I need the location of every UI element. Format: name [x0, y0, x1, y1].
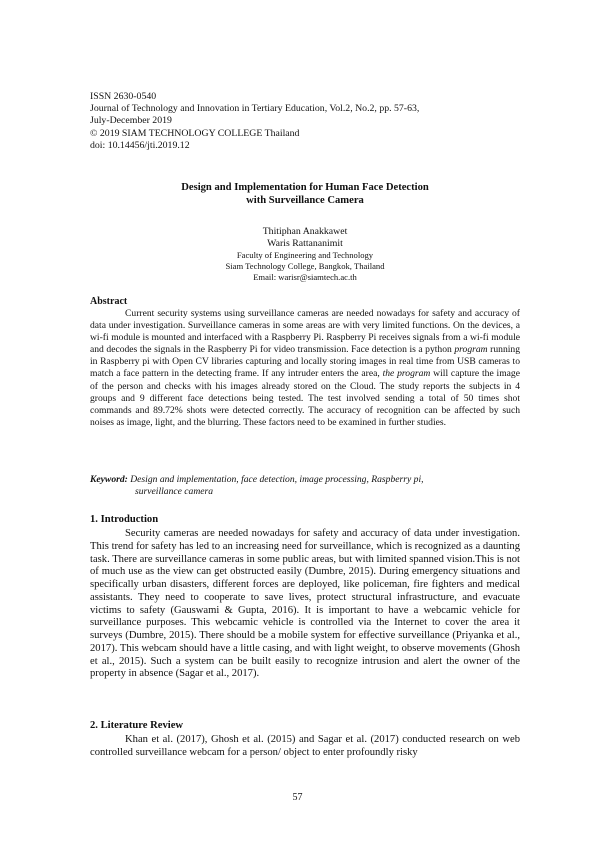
abstract-heading: Abstract: [90, 296, 128, 307]
copyright: © 2019 SIAM TECHNOLOGY COLLEGE Thailand: [90, 127, 300, 139]
abstract-emphasis-1: program: [454, 344, 488, 356]
journal-citation: Journal of Technology and Innovation in Tertiary Education, Vol.2, No.2, pp. 57-63,: [90, 103, 420, 115]
title-line-1: Design and Implementation for Human Face Detection: [181, 182, 429, 193]
page-number: 57: [292, 792, 303, 803]
publication-date: July-December 2019: [90, 115, 172, 127]
abstract-text-3: will capture the image of the person and checks with his images already stored on the Cloud. The study reports the subjects in 4 groups and 9 different face detections being tested. The test involved sending a total of 50 times shot commands and 89.72% shots were detected correctly. The accuracy of recognition can be affected by such noises as image, light, and the blurring. These factors need to be examined in further studies.: [90, 368, 520, 428]
author-1: Thitiphan Anakkawet: [262, 226, 348, 237]
paper-title: [90, 181, 520, 207]
issn: ISSN 2630-0540: [90, 91, 157, 102]
affiliation-faculty: Faculty of Engineering and Technology: [236, 250, 374, 260]
keywords: [90, 474, 520, 498]
title-line-2: with Surveillance Camera: [246, 195, 364, 206]
abstract-emphasis-2: the program: [382, 368, 431, 380]
keywords-label: Keyword:: [90, 474, 128, 485]
author-block: [90, 226, 520, 283]
introduction-body: Security cameras are needed nowadays for safety and accuracy of data under investigation. This trend for safety has led to an increasing need for surveillance, which is recognized as a daunting task. There are surveillance cameras in some public areas, but with limited spanned vision.This is not of much use as the view can get obstructed easily (Dumbre, 2015). During emergency situations and specifically urban disasters, different forces are deployed, like policeman, fire fighters and medical assistants. They need to cooperate to save lives, protect structural infrastructure, and evacuate victims to safety (Gauswami & Gupta, 2016). It is important to have a webcamic vehicle for surveillance purposes. This webcamic vehicle is controlled via the Internet to cover the area it surveys (Dumbre, 2015). There should be a mobile system for effective surveillance (Priyanka et al., 2017). This webcam should have a little casing, and with light weight, to observe movements (Ghosh et al., 2015). Such a system can be built easily to recognize intrusion and alert the owner of the property in absence (Sagar et al., 2017).: [90, 528, 520, 680]
affiliation-college: Siam Technology College, Bangkok, Thailand: [225, 261, 385, 271]
author-2: Waris Rattananimit: [267, 238, 343, 249]
keywords-line-2: surveillance camera: [135, 486, 214, 497]
literature-heading: 2. Literature Review: [90, 720, 184, 731]
abstract-text-1: Current security systems using surveillance cameras are needed nowadays for safety and accuracy of data under investigation. Surveillance cameras in some areas are with very limited functions. On the devices, a wi-fi module is mounted and interfaced with a Raspberry Pi. Raspberry Pi receives signals from a wi-fi module and decodes the signals in the Raspberry Pi for video transmission. Face detection is a python: [90, 308, 520, 356]
literature-body: Khan et al. (2017), Ghosh et al. (2015) and Sagar et al. (2017) conducted research on web controlled surveillance webcam for a person/ object to enter profoundly risky: [90, 734, 520, 758]
author-email: Email: warisr@siamtech.ac.th: [253, 272, 357, 282]
introduction-heading: 1. Introduction: [90, 514, 159, 525]
journal-header: [90, 91, 520, 152]
abstract-body: [90, 308, 520, 429]
abstract-text-2: running in Raspberry pi with Open CV libraries capturing and locally storing images in real time from USB cameras to match a face pattern in the detecting frame. If any intruder enters the area,: [90, 344, 520, 380]
doi: doi: 10.14456/jti.2019.12: [90, 139, 190, 151]
keywords-line-1: Design and implementation, face detection, image processing, Raspberry pi,: [127, 474, 424, 485]
